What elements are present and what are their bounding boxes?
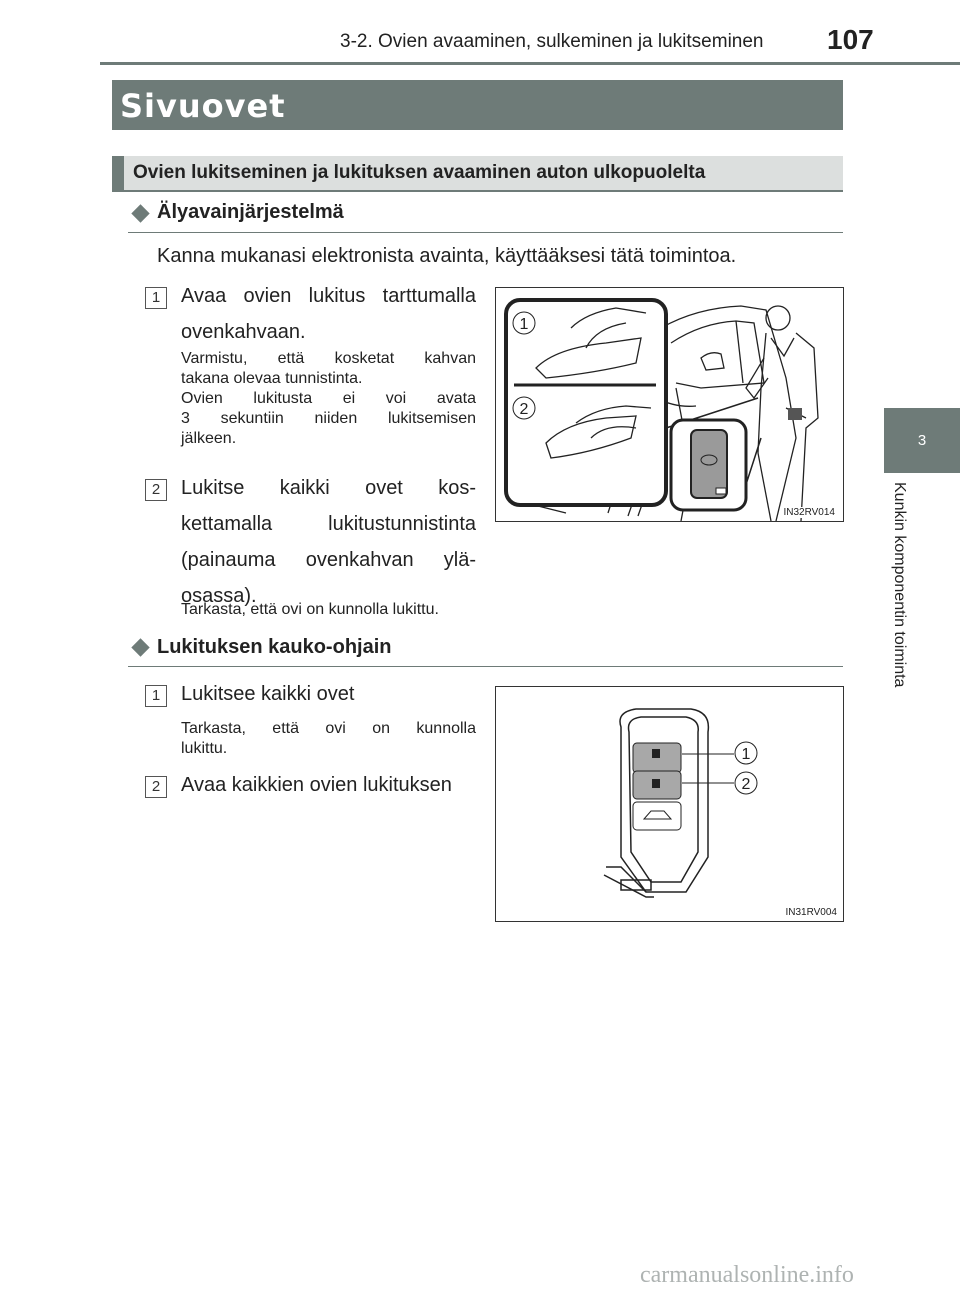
note-line-5: jälkeen. bbox=[181, 430, 237, 447]
callout-1: 1 bbox=[519, 316, 529, 333]
step-number-2: 2 bbox=[145, 479, 167, 501]
note-line-4: 3 sekuntiin niiden lukitsemisen bbox=[181, 410, 476, 427]
subheading-accent bbox=[112, 156, 124, 190]
figure-code: IN32RV014 bbox=[783, 507, 835, 518]
step-2-line-1: Lukitse kaikki ovet kos- bbox=[181, 477, 476, 499]
step-1-line-2: ovenkahvaan. bbox=[181, 321, 306, 343]
diamond-bullet-icon bbox=[131, 638, 149, 656]
running-header: 3-2. Ovien avaaminen, sulkeminen ja lukitseminen bbox=[340, 31, 764, 52]
step-1-note bbox=[181, 349, 476, 449]
door-handle-illustration bbox=[496, 288, 843, 521]
step-2-text bbox=[181, 470, 476, 614]
step-2-line-2: kettamalla lukitustunnistinta bbox=[181, 513, 476, 535]
diamond-bullet-icon bbox=[131, 204, 149, 222]
door-handle-figure bbox=[495, 287, 844, 522]
remote-key-illustration bbox=[496, 687, 843, 921]
subheading-bar bbox=[112, 156, 843, 192]
step-1-line-1: Avaa ovien lukitus tarttumalla bbox=[181, 285, 476, 307]
step-1-text bbox=[181, 278, 476, 350]
smart-key-intro: Kanna mukanasi elektronista avainta, käyttääksesi tätä toimintoa. bbox=[157, 245, 737, 267]
section-title: Sivuovet bbox=[120, 87, 286, 125]
step-2-line-4: osassa). bbox=[181, 585, 257, 607]
remote-heading: Lukituksen kauko-ohjain bbox=[157, 636, 392, 658]
figure-code: IN31RV004 bbox=[785, 907, 837, 918]
note-line-3: Ovien lukitusta ei voi avata bbox=[181, 390, 476, 407]
remote-step-1-text: Lukitsee kaikki ovet bbox=[181, 683, 355, 705]
remote-step-number-2: 2 bbox=[145, 776, 167, 798]
section-title-bar bbox=[112, 80, 843, 130]
chapter-number: 3 bbox=[917, 432, 927, 449]
heading-rule bbox=[128, 232, 843, 233]
page-number: 107 bbox=[827, 24, 874, 55]
remote-step-1-note bbox=[181, 719, 476, 759]
watermark: carmanualsonline.info bbox=[640, 1262, 854, 1288]
remote-note-line-1: Tarkasta, että ovi on kunnolla bbox=[181, 720, 476, 737]
header-rule bbox=[100, 62, 960, 65]
subheading: Ovien lukitseminen ja lukituksen avaaminen auton ulkopuolelta bbox=[133, 162, 706, 183]
remote-callout-2: 2 bbox=[741, 776, 751, 793]
callout-2: 2 bbox=[519, 401, 529, 418]
note-line-2: takana olevaa tunnistinta. bbox=[181, 370, 363, 387]
chapter-title: Kunkin komponentin toiminta bbox=[891, 482, 908, 688]
remote-note-line-2: lukittu. bbox=[181, 740, 228, 757]
chapter-tab bbox=[884, 408, 960, 473]
step-2-line-3: (painauma ovenkahvan ylä- bbox=[181, 549, 476, 571]
remote-step-2-text: Avaa kaikkien ovien lukituksen bbox=[181, 774, 452, 796]
heading-rule bbox=[128, 666, 843, 667]
check-lock-note: Tarkasta, että ovi on kunnolla lukittu. bbox=[181, 601, 439, 618]
remote-key-figure bbox=[495, 686, 844, 922]
remote-callout-1: 1 bbox=[741, 746, 751, 763]
chapter-title-vertical bbox=[884, 482, 918, 772]
remote-step-number-1: 1 bbox=[145, 685, 167, 707]
step-number-1: 1 bbox=[145, 287, 167, 309]
smart-key-heading: Älyavainjärjestelmä bbox=[157, 201, 344, 223]
note-line-1: Varmistu, että kosketat kahvan bbox=[181, 350, 476, 367]
